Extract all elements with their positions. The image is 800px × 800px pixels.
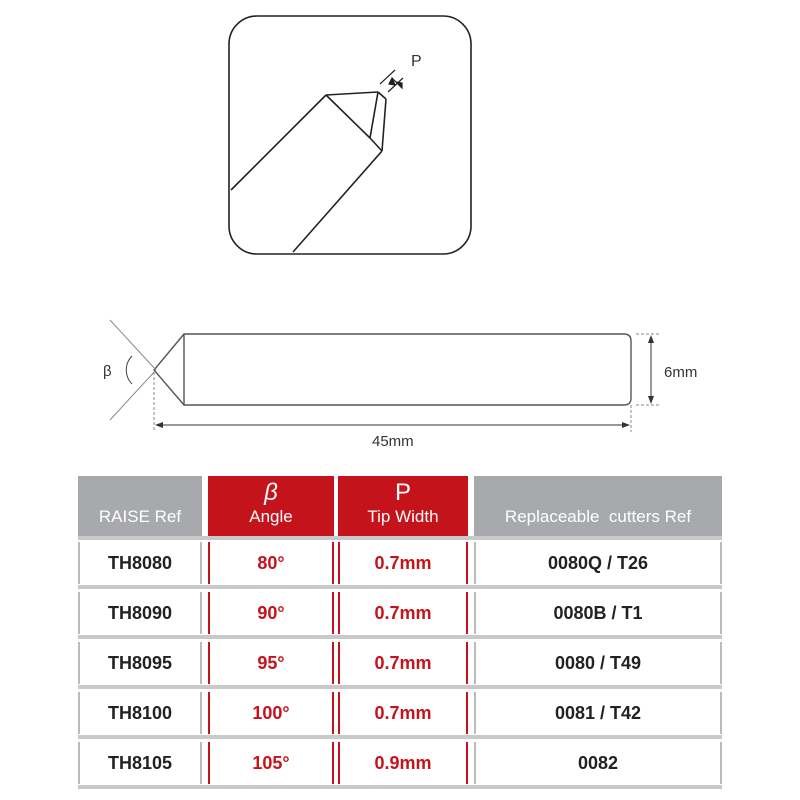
row-divider [78,785,722,789]
cell-cutters: 0080 / T49 [474,642,722,684]
tip-width-dimension [380,70,403,92]
cutter-side-view [154,334,631,405]
detail-frame [229,16,471,254]
cell-ref: TH8095 [78,642,202,684]
cell-ref: TH8080 [78,542,202,584]
cell-ref: TH8090 [78,592,202,634]
diameter-dimension [636,334,660,405]
angle-label: β [103,363,112,380]
cell-ref: TH8100 [78,692,202,734]
diameter-label: 6mm [664,364,698,381]
cell-cutters: 0080Q / T26 [474,542,722,584]
cell-angle: 105° [208,742,334,784]
header-angle-label: Angle [249,507,293,526]
tip-detail-view [231,92,386,252]
tip-width-label: P [411,53,422,70]
length-label: 45mm [372,433,414,450]
angle-lines [110,320,156,420]
table-row [78,592,722,634]
cell-tip-width: 0.7mm [338,642,468,684]
cell-ref: TH8105 [78,742,202,784]
header-raise-ref [78,476,202,536]
table-row [78,742,722,784]
cell-tip-width: 0.9mm [338,742,468,784]
table-row [78,542,722,584]
row-divider [78,536,722,540]
header-tip-width-label: Tip Width [367,507,439,526]
cell-cutters: 0081 / T42 [474,692,722,734]
cell-tip-width: 0.7mm [338,692,468,734]
cell-angle: 90° [208,592,334,634]
header-angle [208,476,334,536]
row-divider [78,685,722,689]
cell-angle: 80° [208,542,334,584]
cell-angle: 100° [208,692,334,734]
cell-cutters: 0080B / T1 [474,592,722,634]
cell-tip-width: 0.7mm [338,542,468,584]
p-symbol: P [394,479,411,506]
header-tip-width [338,476,468,536]
row-divider [78,635,722,639]
header-raise-ref-label: RAISE Ref [98,507,182,526]
cell-angle: 95° [208,642,334,684]
length-dimension [154,372,631,432]
beta-symbol: β [264,479,278,506]
header-cutters-ref [474,476,722,536]
cell-cutters: 0082 [474,742,722,784]
table-row [78,692,722,734]
cell-tip-width: 0.7mm [338,592,468,634]
row-divider [78,735,722,739]
row-divider [78,585,722,589]
table-row [78,642,722,684]
header-cutters-ref-label: Replaceable cutters Ref [504,507,692,526]
